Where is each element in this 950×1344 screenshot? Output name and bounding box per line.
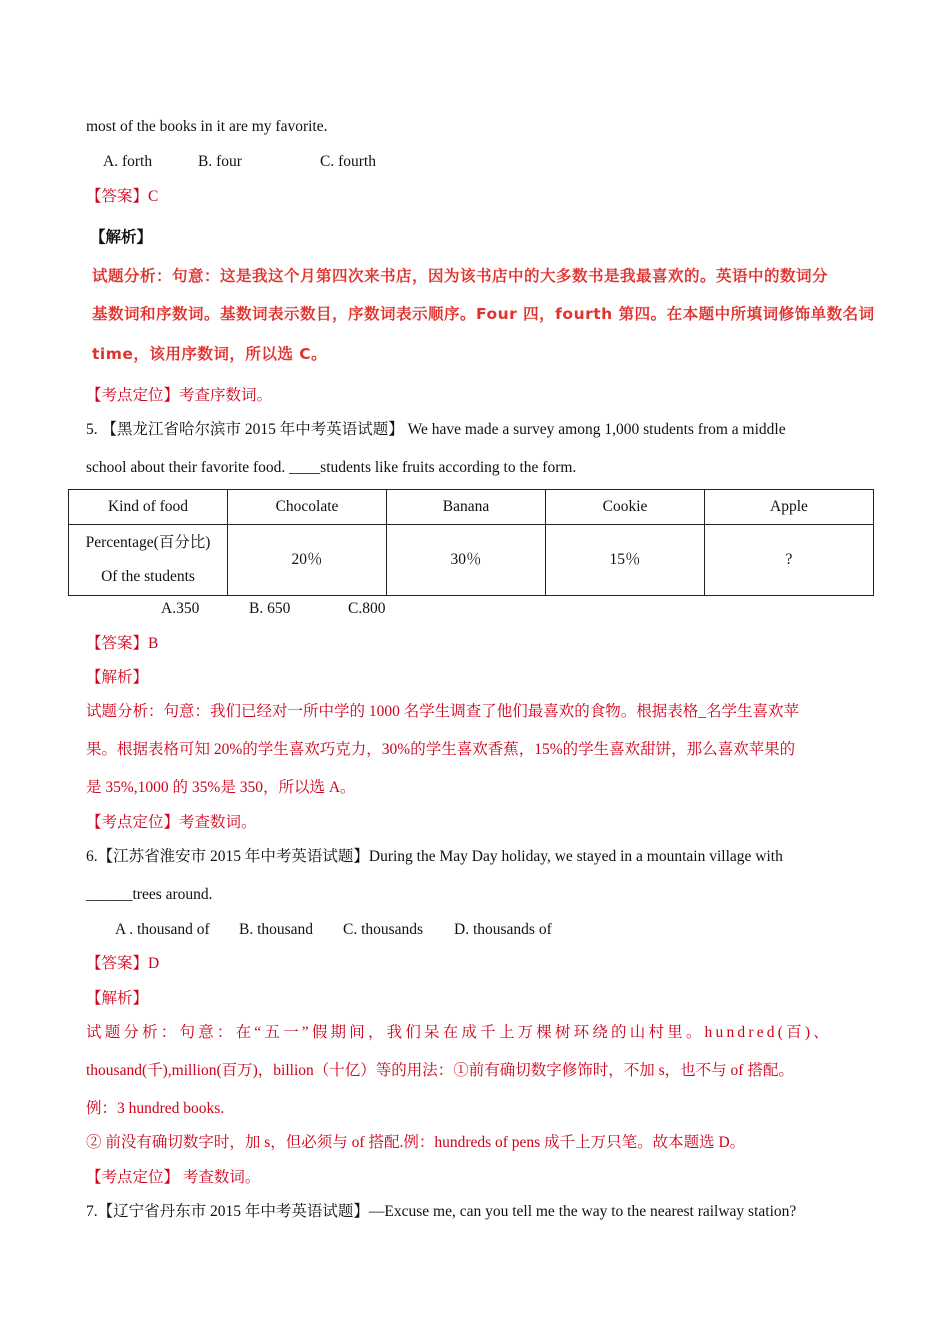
table-header: Chocolate (228, 490, 387, 525)
table-cell: ? (705, 525, 874, 596)
q6-kaodian: 【考点定位】 考查数词。 (86, 1169, 261, 1186)
row-label-1: Percentage(百分比) (85, 534, 211, 551)
table-cell: 15％ (546, 525, 705, 596)
q4-analysis-line-2: 基数词和序数词。基数词表示数目，序数词表示顺序。Four 四，fourth 第四。在本题中所填词修饰单数名词 (92, 305, 875, 323)
q5-answer: 【答案】B (86, 635, 159, 652)
table-header: Cookie (546, 490, 705, 525)
q4-kaodian: 【考点定位】考查序数词。 (86, 387, 273, 404)
q4-option-b: B. four (198, 153, 242, 170)
q5-line-1: 5. 【黑龙江省哈尔滨市 2015 年中考英语试题】 We have made a survey among 1,000 students from a middle (86, 421, 786, 438)
q5-kaodian: 【考点定位】考查数词。 (86, 814, 257, 831)
q6-option-a: A . thousand of (115, 921, 210, 938)
q5-option-a: A.350 (161, 600, 200, 617)
q6-option-b: B. thousand (239, 921, 314, 938)
table-header: Kind of food (69, 490, 228, 525)
q6-line-2: ______trees around. (86, 886, 213, 903)
table-row-label (69, 525, 228, 596)
q6-line-1: 6.【江苏省淮安市 2015 年中考英语试题】During the May Day holiday, we stayed in a mountain village with (86, 848, 783, 865)
q5-option-b: B. 650 (249, 600, 291, 617)
q4-analysis-line-1: 试题分析：句意：这是我这个月第四次来书店，因为该书店中的大多数书是我最喜欢的。英语中的数词分 (92, 267, 829, 285)
q4-option-c: C. fourth (320, 153, 376, 170)
q5-analysis-label: 【解析】 (86, 669, 149, 686)
q6-answer: 【答案】D (86, 955, 160, 972)
q4-text-end: most of the books in it are my favorite. (86, 118, 328, 135)
table-header: Apple (705, 490, 874, 525)
q6-option-d: D. thousands of (454, 921, 552, 938)
table-cell: 20％ (228, 525, 387, 596)
q4-answer: 【答案】C (86, 188, 159, 205)
q6-analysis-line-4: ② 前没有确切数字时，加 s，但必须与 of 搭配.例：hundreds of pens 成千上万只笔。故本题选 D。 (86, 1134, 746, 1151)
q6-analysis-line-2: thousand(千),million(百万)，billion（十亿）等的用法：①前有确切数字修饰时，不加 s，也不与 of 搭配。 (86, 1062, 794, 1079)
table-header-row (69, 490, 874, 525)
q4-analysis-line-3: time，该用序数词，所以选 C。 (92, 345, 328, 363)
q6-analysis-label: 【解析】 (86, 990, 149, 1007)
q5-option-c: C.800 (348, 600, 386, 617)
q5-line-2: school about their favorite food. ____students like fruits according to the form. (86, 459, 577, 476)
q7-line-1: 7.【辽宁省丹东市 2015 年中考英语试题】—Excuse me, can you tell me the way to the nearest railway station? (86, 1203, 797, 1220)
q5-analysis-line-1: 试题分析：句意：我们已经对一所中学的 1000 名学生调查了他们最喜欢的食物。根据表格_名学生喜欢苹 (86, 703, 800, 720)
food-table (68, 489, 874, 596)
table-header: Banana (387, 490, 546, 525)
q4-analysis-label: 【解析】 (90, 229, 153, 246)
q6-analysis-line-3: 例：3 hundred books. (86, 1100, 225, 1117)
q5-analysis-line-3: 是 35%,1000 的 35%是 350，所以选 A。 (86, 779, 356, 796)
q4-option-a: A. forth (103, 153, 153, 170)
q5-analysis-line-2: 果。根据表格可知 20%的学生喜欢巧克力，30%的学生喜欢香蕉，15%的学生喜欢甜饼，那么喜欢苹果的 (86, 741, 796, 758)
table-cell: 30％ (387, 525, 546, 596)
q6-analysis-line-1: 试题分析：句意：在“五一”假期间，我们呆在成千上万棵树环绕的山村里。hundred(百)、 (86, 1024, 832, 1041)
q4-analysis-image (86, 258, 886, 370)
q6-option-c: C. thousands (343, 921, 424, 938)
table-row (69, 525, 874, 596)
row-label-2: Of the students (101, 568, 195, 585)
